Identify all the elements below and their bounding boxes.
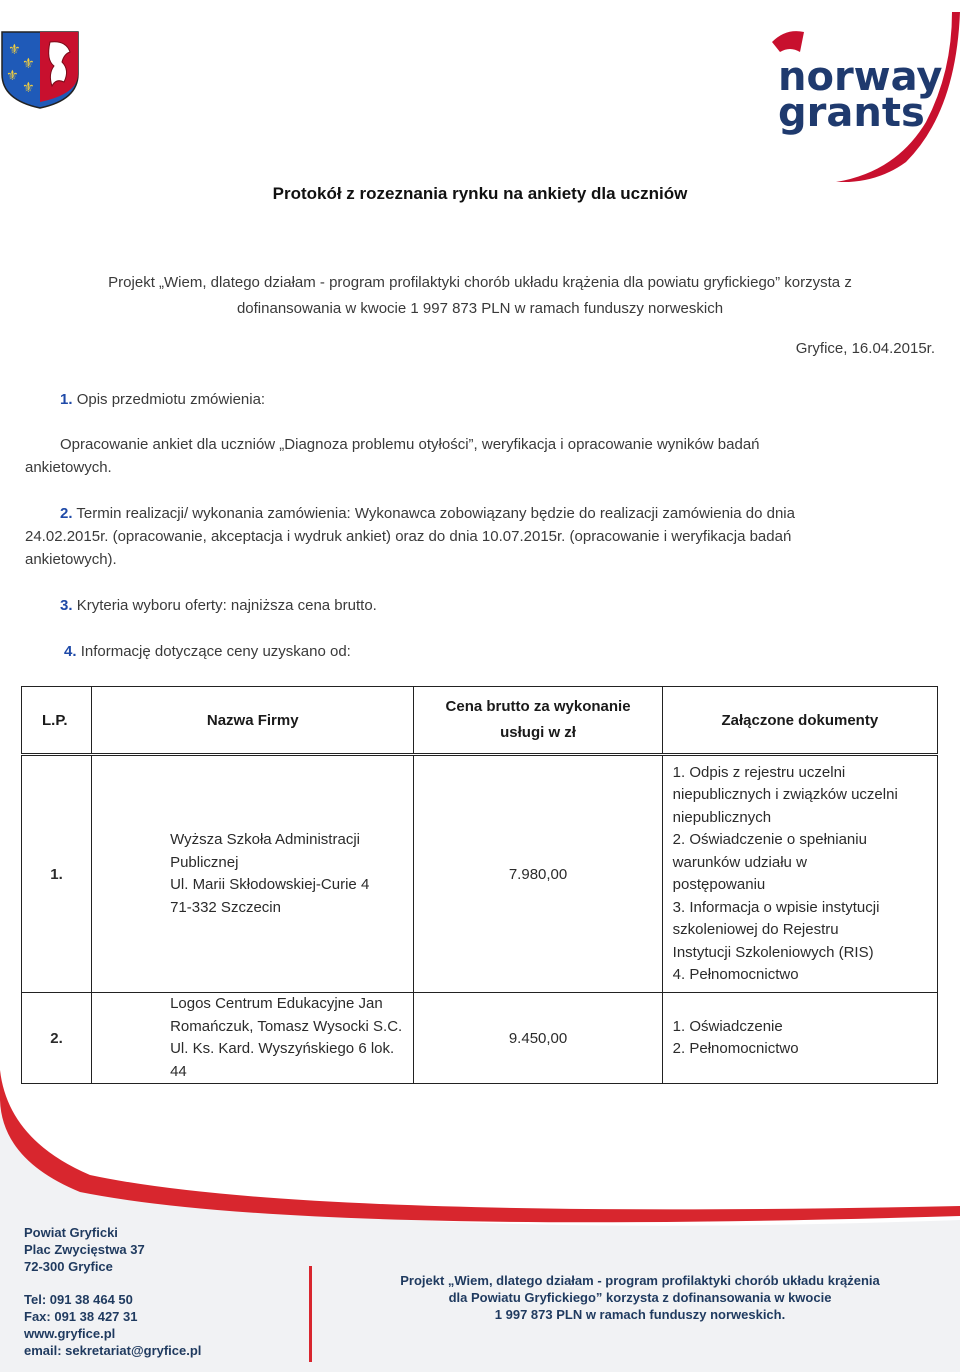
firm-line: Ul. Marii Skłodowskiej-Curie 4: [170, 876, 370, 893]
footer-email-link[interactable]: email: sekretariat@gryfice.pl: [24, 1343, 202, 1358]
section-number: 4.: [64, 643, 77, 660]
intro-line: dofinansowania w kwocie 1 997 873 PLN w ramach funduszy norweskich: [236, 300, 724, 317]
table-row: [22, 756, 938, 993]
document-title: Protokół z rozeznania rynku na ankiety dla uczniów: [272, 184, 688, 203]
doc-line: warunków udziału w: [672, 853, 807, 871]
header-lp: L.P.: [22, 687, 92, 754]
footer-project-line: Projekt „Wiem, dlatego działam - program profilaktyki chorób układu krążenia: [400, 1273, 880, 1288]
firm-line: Wyższa Szkoła Administracji Publicznej: [170, 831, 360, 871]
cell-docs: [662, 756, 937, 993]
firm-line: Ul. Ks. Kard. Wyszyńskiego 6 lok. 44: [170, 1040, 395, 1080]
section-3: [60, 594, 377, 617]
header-docs: Załączone dokumenty: [662, 687, 937, 754]
doc-line: 2. Oświadczenie o spełnianiu: [672, 831, 867, 848]
section-1-heading: [60, 388, 265, 411]
body-line: [25, 502, 925, 525]
svg-text:⚜: ⚜: [8, 42, 21, 58]
footer-contact: [24, 1224, 201, 1359]
section-4: [64, 640, 351, 663]
logo-text-norway: norway: [778, 54, 943, 100]
doc-line: 3. Informacja o wpisie instytucji: [672, 898, 880, 916]
offers-table: [21, 686, 938, 1084]
section-text: Kryteria wyboru oferty: najniższa cena brutto.: [76, 597, 377, 614]
footer-street: Plac Zwycięstwa 37: [24, 1242, 145, 1257]
svg-text:⚜: ⚜: [6, 68, 19, 84]
section-text: Termin realizacji/ wykonania zamówienia: Wykonawca zobowiązany będzie do realizacji zamówienia do dnia: [76, 505, 795, 522]
header-price: [414, 687, 662, 754]
section-2: [25, 502, 925, 571]
footer-fax: Fax: 091 38 427 31: [24, 1309, 138, 1324]
section-number: 2.: [60, 505, 73, 522]
footer-city: 72-300 Gryfice: [24, 1259, 113, 1274]
firm-line: 71-332 Szczecin: [170, 898, 281, 916]
header-firm: Nazwa Firmy: [92, 687, 414, 754]
logo-text-grants: grants: [778, 90, 925, 136]
cell-lp: 1.: [22, 756, 92, 993]
doc-line: 1. Odpis z rejestru uczelni: [672, 763, 846, 781]
firm-line: Logos Centrum Edukacyjne Jan: [170, 995, 383, 1012]
body-line: 24.02.2015r. (opracowanie, akceptacja i wydruk ankiet) oraz do dnia 10.07.2015r. (opracowanie i weryfikacja badań: [25, 528, 792, 545]
section-heading-text: Opis przedmiotu zmówienia:: [76, 391, 266, 408]
doc-line: niepublicznych i związków uczelni: [672, 786, 898, 803]
table-header-row: [22, 687, 938, 754]
body-line: ankietowych.: [25, 459, 112, 476]
header-price-line: usługi w zł: [500, 724, 576, 741]
doc-line: 2. Pełnomocnictwo: [672, 1040, 799, 1057]
intro-paragraph: [40, 270, 920, 322]
footer-project-line: 1 997 873 PLN w ramach funduszy norweskich.: [494, 1307, 786, 1322]
footer-project-note: [330, 1272, 950, 1323]
cell-price: 7.980,00: [414, 756, 662, 993]
footer-web-link[interactable]: www.gryfice.pl: [24, 1326, 116, 1341]
footer-tel: Tel: 091 38 464 50: [24, 1292, 133, 1307]
doc-line: szkoleniowej do Rejestru: [672, 921, 839, 938]
footer-org-name: Powiat Gryficki: [24, 1225, 118, 1240]
section-number: 1.: [60, 391, 73, 408]
svg-text:⚜: ⚜: [22, 56, 35, 72]
intro-line: Projekt „Wiem, dlatego działam - program profilaktyki chorób układu krążenia dla powiatu gryfickiego” korzysta z: [108, 274, 852, 291]
section-1-body: [25, 433, 905, 479]
place-date: Gryfice, 16.04.2015r.: [795, 340, 935, 357]
section-number: 3.: [60, 597, 73, 614]
doc-line: Instytucji Szkoleniowych (RIS): [672, 943, 874, 961]
doc-line: postępowaniu: [672, 876, 766, 893]
footer-project-line: dla Powiatu Gryfickiego” korzysta z dofinansowania w kwocie: [448, 1290, 832, 1305]
doc-line: niepublicznych: [672, 808, 772, 826]
norway-grants-logo: [756, 12, 960, 182]
firm-line: Romańczuk, Tomasz Wysocki S.C.: [170, 1017, 403, 1035]
cell-lp: 2.: [22, 993, 92, 1084]
cell-firm: [92, 756, 414, 993]
body-line: Opracowanie ankiet dla uczniów „Diagnoza problemu otyłości”, weryfikacja i opracowanie wyników badań: [60, 436, 760, 453]
body-line: ankietowych).: [25, 551, 117, 568]
svg-text:⚜: ⚜: [22, 80, 35, 96]
griffin-crest-icon: [0, 30, 80, 110]
cell-price: 9.450,00: [414, 993, 662, 1084]
doc-line: 1. Oświadczenie: [672, 1017, 783, 1035]
section-text: Informację dotyczące ceny uzyskano od:: [80, 643, 351, 660]
doc-line: 4. Pełnomocnictwo: [672, 966, 799, 983]
header-price-line: Cena brutto za wykonanie: [445, 698, 631, 715]
